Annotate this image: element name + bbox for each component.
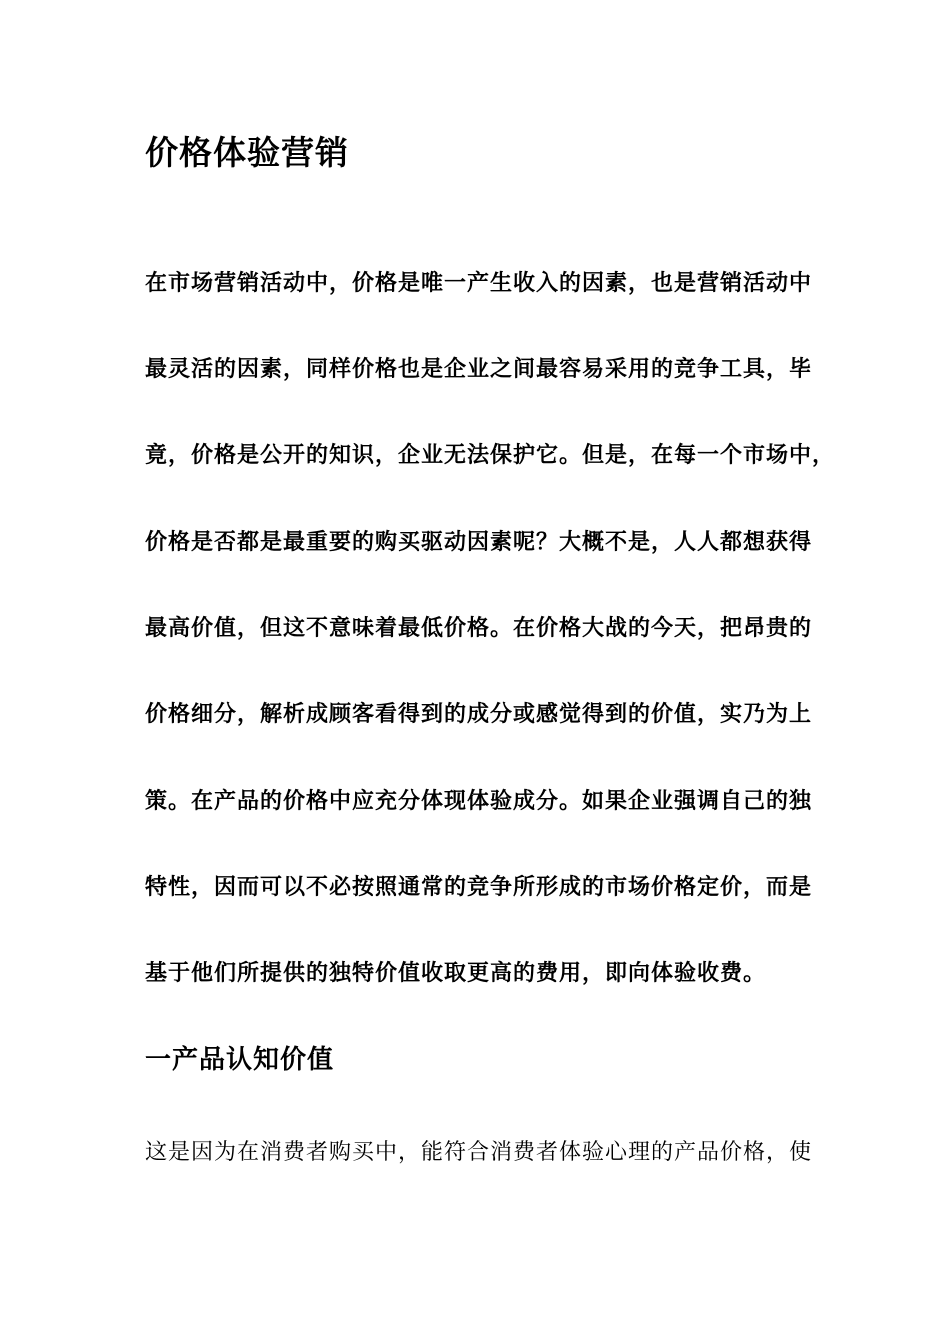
- intro-line-5: 最高价值，但这不意味着最低价格。在价格大战的今天，把昂贵的: [145, 615, 813, 641]
- intro-line-2: 最灵活的因素，同样价格也是企业之间最容易采用的竞争工具，毕: [145, 356, 813, 382]
- intro-line-3: 竟，价格是公开的知识，企业无法保护它。但是，在每一个市场中，: [145, 442, 836, 468]
- section-body-line-1: 这是因为在消费者购买中，能符合消费者体验心理的产品价格，使: [145, 1140, 813, 1165]
- intro-line-1: 在市场营销活动中，价格是唯一产生收入的因素，也是营销活动中: [145, 270, 813, 296]
- intro-line-7: 策。在产品的价格中应充分体现体验成分。如果企业强调自己的独: [145, 788, 813, 814]
- document-title: 价格体验营销: [145, 133, 349, 172]
- intro-line-8: 特性，因而可以不必按照通常的竞争所形成的市场价格定价，而是: [145, 874, 813, 900]
- intro-line-4: 价格是否都是最重要的购买驱动因素呢？大概不是，人人都想获得: [145, 529, 813, 555]
- section-heading: 一产品认知价值: [145, 1045, 335, 1075]
- intro-line-6: 价格细分，解析成顾客看得到的成分或感觉得到的价值，实乃为上: [145, 701, 813, 727]
- intro-line-9: 基于他们所提供的独特价值收取更高的费用，即向体验收费。: [145, 960, 767, 986]
